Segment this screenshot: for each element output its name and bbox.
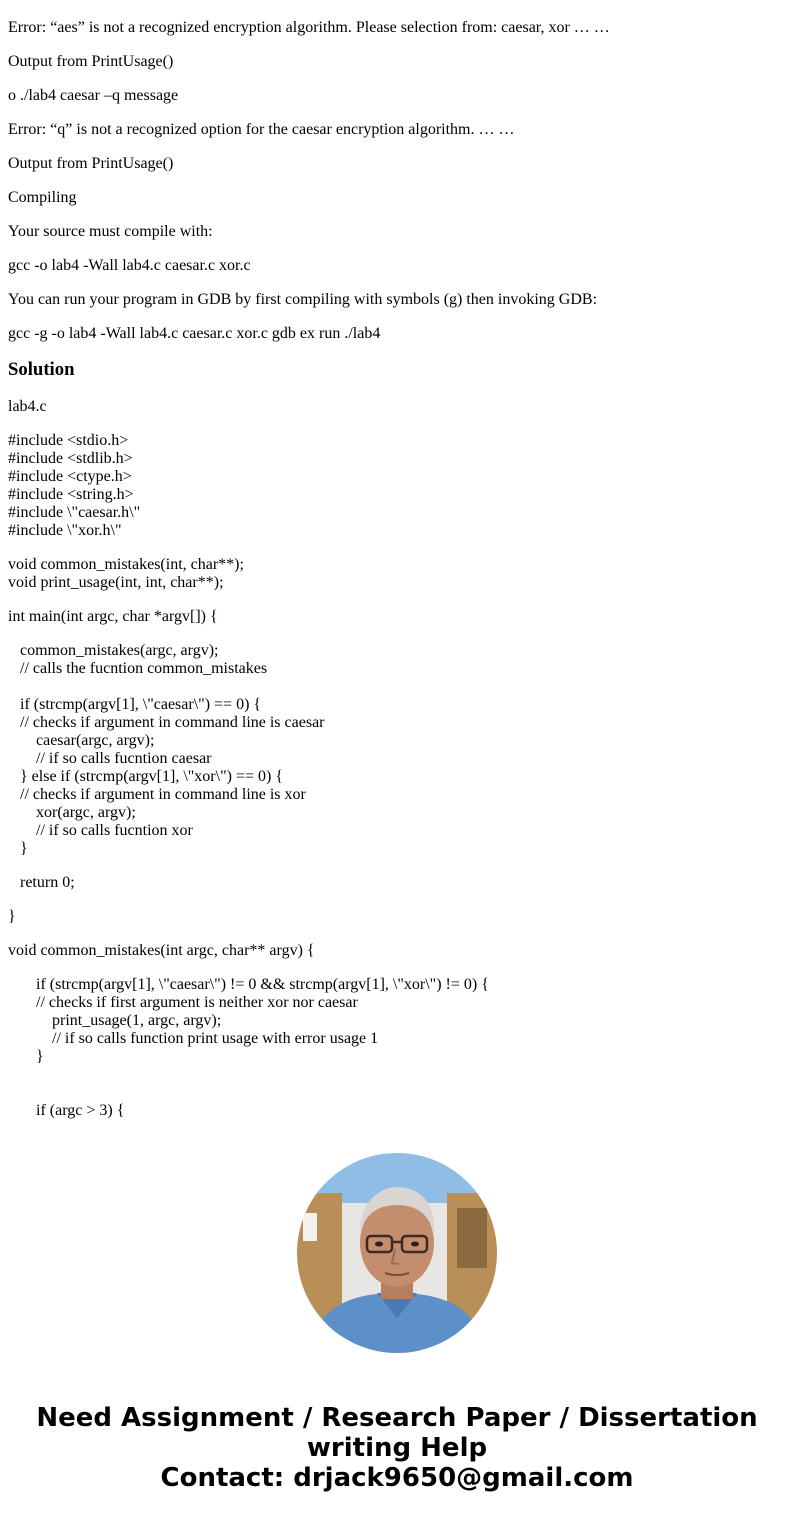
code-line: if (argc > 3) { [8, 1102, 125, 1119]
code-block [8, 608, 788, 626]
code-line: return 0; [8, 874, 75, 891]
code-line [8, 1066, 788, 1084]
promo-banner [0, 1403, 794, 1493]
code-line [8, 678, 788, 696]
code-line: print_usage(1, argc, argv); [8, 1012, 222, 1029]
code-line: #include \"xor.h\" [8, 522, 122, 539]
solution-heading: Solution [8, 359, 75, 380]
code-line: #include \"caesar.h\" [8, 504, 141, 521]
code-line: #include <stdio.h> [8, 432, 129, 449]
promo-line-3: Contact: drjack9650@gmail.com [160, 1463, 634, 1493]
command-example: o ./lab4 caesar –q message [8, 87, 179, 104]
code-line: } else if (strcmp(argv[1], \"xor\") == 0) { [8, 768, 283, 785]
code-line: void common_mistakes(int argc, char** argv) { [8, 942, 315, 959]
error-aes-line: Error: “aes” is not a recognized encryption algorithm. Please selection from: caesar, xor … … [8, 19, 610, 36]
code-block [8, 432, 788, 540]
code-block [8, 942, 788, 960]
code-line: void print_usage(int, int, char**); [8, 574, 224, 591]
code-line: } [8, 1048, 44, 1065]
filename: lab4.c [8, 398, 47, 415]
code-line: common_mistakes(argc, argv); [8, 642, 219, 659]
code-line: // if so calls fucntion caesar [8, 750, 212, 767]
code-line: // checks if argument in command line is xor [8, 786, 306, 803]
code-line [8, 1084, 788, 1102]
code-line: // checks if argument in command line is caesar [8, 714, 325, 731]
code-block [8, 556, 788, 592]
gdb-command: gcc -g -o lab4 -Wall lab4.c caesar.c xor.c gdb ex run ./lab4 [8, 325, 381, 342]
code-block [8, 874, 788, 892]
gdb-instruction: You can run your program in GDB by first compiling with symbols (g) then invoking GDB: [8, 291, 598, 308]
code-line: if (strcmp(argv[1], \"caesar\") != 0 && strcmp(argv[1], \"xor\") != 0) { [8, 976, 489, 993]
author-photo [297, 1153, 497, 1353]
code-line: int main(int argc, char *argv[]) { [8, 608, 218, 625]
author-avatar [297, 1153, 497, 1353]
code-line: // if so calls fucntion xor [8, 822, 193, 839]
code-line: #include <string.h> [8, 486, 134, 503]
promo-line-2: writing Help [306, 1433, 488, 1463]
code-line: } [8, 908, 16, 925]
compile-command: gcc -o lab4 -Wall lab4.c caesar.c xor.c [8, 257, 251, 274]
promo-line-1: Need Assignment / Research Paper / Dissertation [36, 1403, 758, 1433]
code-line: void common_mistakes(int, char**); [8, 556, 244, 573]
code-line: xor(argc, argv); [8, 804, 136, 821]
error-q-line: Error: “q” is not a recognized option for the caesar encryption algorithm. … … [8, 121, 515, 138]
code-line: // if so calls function print usage with error usage 1 [8, 1030, 379, 1047]
code-line: // calls the fucntion common_mistakes [8, 660, 268, 677]
document-body [8, 19, 788, 1136]
code-line: // checks if first argument is neither xor nor caesar [8, 994, 358, 1011]
code-line: } [8, 840, 28, 857]
compile-instruction: Your source must compile with: [8, 223, 213, 240]
code-block [8, 908, 788, 926]
compiling-heading: Compiling [8, 189, 77, 206]
code-block [8, 976, 788, 1120]
code-line: if (strcmp(argv[1], \"caesar\") == 0) { [8, 696, 262, 713]
print-usage-note: Output from PrintUsage() [8, 53, 174, 70]
print-usage-note-2: Output from PrintUsage() [8, 155, 174, 172]
code-line: #include <ctype.h> [8, 468, 132, 485]
code-block [8, 642, 788, 858]
code-line: caesar(argc, argv); [8, 732, 155, 749]
code-listing [8, 432, 788, 1120]
code-line: #include <stdlib.h> [8, 450, 133, 467]
